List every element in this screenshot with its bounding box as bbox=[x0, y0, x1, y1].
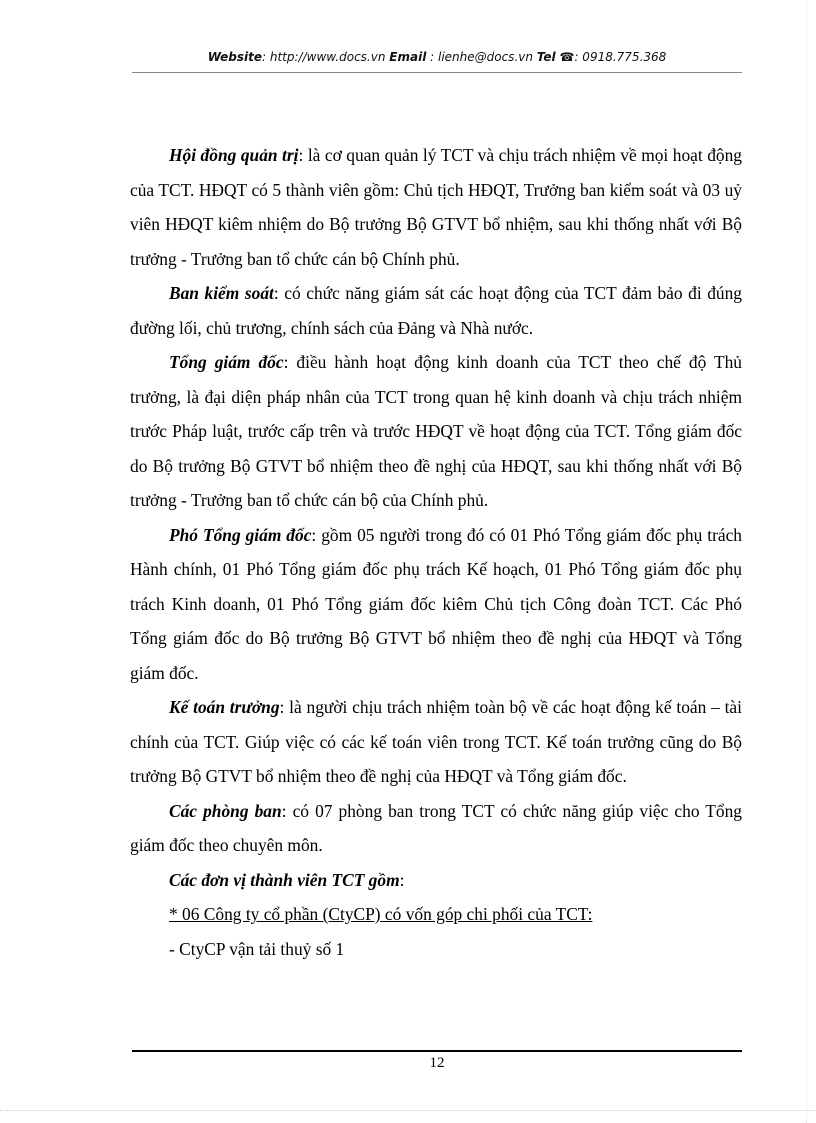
paragraph-ban-kiem-soat bbox=[130, 276, 742, 345]
website-value: : http://www.docs.vn bbox=[262, 50, 390, 64]
paragraph-pho-tong-giam-doc bbox=[130, 518, 742, 691]
list-item bbox=[130, 932, 742, 967]
phone-icon: ☎ bbox=[559, 50, 575, 64]
paragraph-text: : có chức năng giám sát các hoạt động của TCT đảm bảo đi đúng đường lối, chủ trương, chính sách của Đảng và Nhà nước. bbox=[130, 283, 742, 338]
paragraph-text: : bbox=[399, 869, 405, 890]
term: Các phòng ban bbox=[169, 800, 282, 821]
paragraph-hoi-dong-quan-tri bbox=[130, 138, 742, 276]
header-divider bbox=[132, 72, 742, 73]
tel-label: Tel bbox=[536, 50, 556, 64]
paragraph-cac-phong-ban bbox=[130, 794, 742, 863]
paragraph-text: : điều hành hoạt động kinh doanh của TCT theo chế độ Thủ trưởng, là đại diện pháp nhân của TCT trong quan hệ kinh doanh và chịu trách nhiệm trước Pháp luật, trước cấp trên và trước HĐQT về hoạt động của TCT. Tổng giám đốc do Bộ trưởng Bộ GTVT bổ nhiệm theo đề nghị của HĐQT, sau khi thống nhất với Bộ trưởng - Trưởng ban tổ chức cán bộ của Chính phủ. bbox=[130, 352, 742, 510]
page-edge-right bbox=[806, 0, 807, 1123]
paragraph-text: : là cơ quan quản lý TCT và chịu trách nhiệm về mọi hoạt động của TCT. HĐQT có 5 thành viên gồm: Chủ tịch HĐQT, Trưởng ban kiểm soát và 03 uỷ viên HĐQT kiêm nhiệm do Bộ trưởng Bộ GTVT bổ nhiệm, sau khi thống nhất với Bộ trưởng - Trưởng ban tổ chức cán bộ Chính phủ. bbox=[130, 145, 742, 269]
page-header bbox=[132, 50, 742, 64]
email-value: : lienhe@docs.vn bbox=[426, 50, 537, 64]
term: Ban kiểm soát bbox=[169, 283, 274, 303]
term: Tổng giám đốc bbox=[169, 352, 284, 372]
paragraph-ke-toan-truong bbox=[130, 690, 742, 794]
tel-value: : 0918.775.368 bbox=[574, 50, 667, 64]
footer-divider bbox=[132, 1050, 742, 1052]
page-number: 12 bbox=[429, 1055, 445, 1071]
paragraph-don-vi-thanh-vien bbox=[130, 863, 742, 898]
term: Các đơn vị thành viên TCT gồm bbox=[169, 869, 400, 890]
website-label: Website bbox=[207, 50, 263, 64]
paragraph-text: : có 07 phòng ban trong TCT có chức năng giúp việc cho Tổng giám đốc theo chuyên môn. bbox=[130, 800, 742, 855]
paragraph-text: : gồm 05 người trong đó có 01 Phó Tổng giám đốc phụ trách Hành chính, 01 Phó Tổng giám đốc phụ trách Kế hoạch, 01 Phó Tổng giám đốc phụ trách Kinh doanh, 01 Phó Tổng giám đốc kiêm Chủ tịch Công đoàn TCT. Các Phó Tổng giám đốc do Bộ trưởng Bộ GTVT bổ nhiệm theo đề nghị của HĐQT và Tổng giám đốc. bbox=[130, 524, 742, 683]
paragraph-tong-giam-doc bbox=[130, 345, 742, 518]
page-edge-bottom bbox=[0, 1110, 816, 1111]
subheading-text: * 06 Công ty cổ phần (CtyCP) có vốn góp chi phối của TCT: bbox=[169, 904, 593, 924]
document-body bbox=[130, 138, 742, 966]
paragraph-text: : là người chịu trách nhiệm toàn bộ về các hoạt động kế toán – tài chính của TCT. Giúp việc có các kế toán viên trong TCT. Kế toán trưởng cũng do Bộ trưởng Bộ GTVT bổ nhiệm theo đề nghị của HĐQT và Tổng giám đốc. bbox=[130, 697, 742, 786]
term: Phó Tổng giám đốc bbox=[169, 524, 312, 545]
subheading bbox=[130, 897, 742, 932]
term: Hội đồng quản trị bbox=[169, 145, 299, 165]
term: Kế toán trưởng bbox=[169, 697, 280, 717]
list-item-text: - CtyCP vận tải thuỷ số 1 bbox=[169, 938, 345, 959]
email-label: Email bbox=[389, 50, 427, 64]
